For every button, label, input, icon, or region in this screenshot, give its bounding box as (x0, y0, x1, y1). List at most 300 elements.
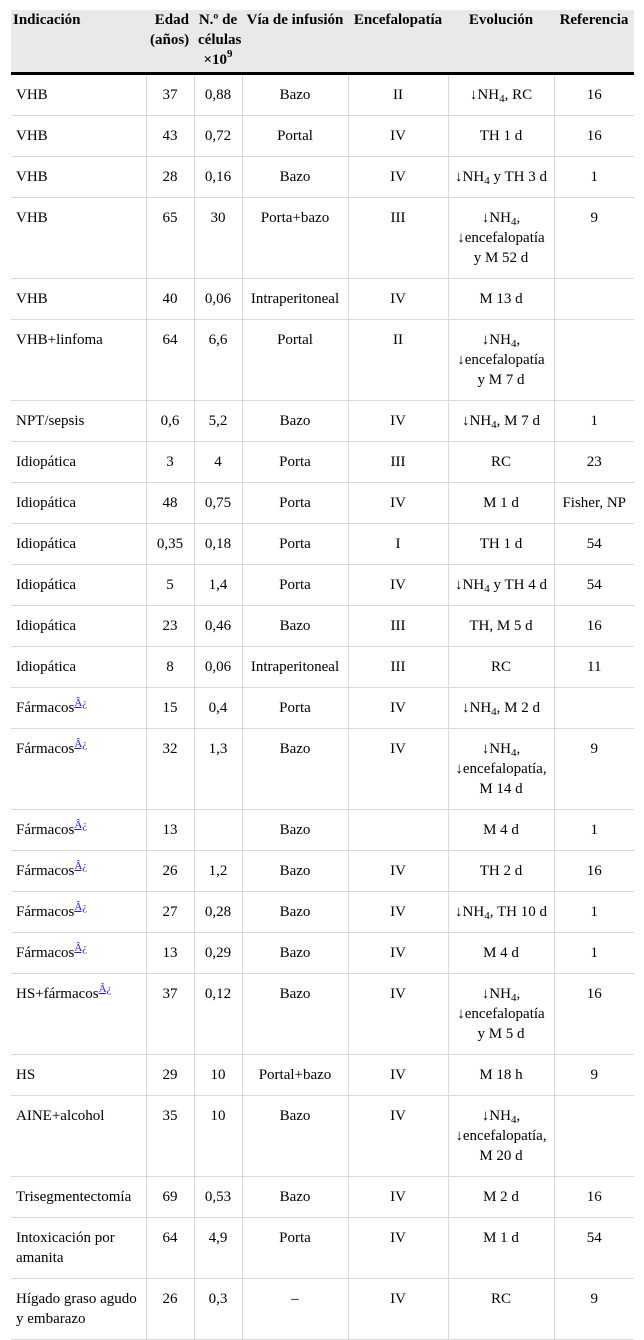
cell-referencia (554, 73, 634, 115)
indicacion-text: HS+fármacos (16, 985, 99, 1002)
evolucion-text: , ↓encefalopatía y M 5 d (457, 985, 545, 1042)
cell-celulas (194, 605, 242, 646)
cell-edad (146, 605, 194, 646)
header-via: Vía de infusión (242, 10, 348, 73)
cell-referencia (554, 319, 634, 400)
cell-indicacion (11, 278, 146, 319)
cell-indicacion (11, 73, 146, 115)
cell-edad (146, 687, 194, 728)
subscript: 4 (510, 337, 517, 350)
cell-referencia (554, 687, 634, 728)
evolucion-text: ↓NH (455, 168, 485, 185)
cell-via (242, 1176, 348, 1217)
table-row (11, 156, 634, 197)
edad-value: 15 (162, 699, 178, 716)
cell-evolucion (448, 482, 554, 523)
encefalopatia-value: IV (390, 127, 406, 144)
cell-edad (146, 197, 194, 278)
cell-evolucion (448, 891, 554, 932)
evolucion-text: , M 2 d (496, 699, 540, 716)
cell-edad (146, 400, 194, 441)
cell-via (242, 728, 348, 809)
indicacion-text: Fármacos (16, 740, 75, 757)
evolucion-text: , ↓encefalopatía y M 7 d (457, 331, 545, 388)
cell-referencia (554, 932, 634, 973)
indicacion-text: VHB (16, 127, 48, 144)
edad-value: 37 (162, 985, 178, 1002)
cell-referencia (554, 850, 634, 891)
cell-indicacion (11, 1217, 146, 1278)
cell-indicacion (11, 1278, 146, 1339)
celulas-value: 0,4 (208, 699, 228, 716)
cell-edad (146, 73, 194, 115)
referencia-value: 1 (590, 412, 598, 429)
subscript: 4 (499, 92, 505, 105)
via-value: Bazo (279, 1107, 311, 1124)
via-value: Bazo (279, 1188, 311, 1205)
indicacion-text: Idiopática (16, 453, 76, 470)
table-row (11, 809, 634, 850)
evolucion-text: ↓NH (461, 699, 492, 716)
cell-indicacion (11, 1054, 146, 1095)
header-celulas-text: N.º de células ×10 (198, 12, 242, 68)
via-value: Portal (277, 331, 313, 348)
encefalopatia-value: IV (390, 1188, 406, 1205)
cell-celulas (194, 932, 242, 973)
cell-encefalopatia (348, 1217, 448, 1278)
cell-encefalopatia (348, 646, 448, 687)
cell-indicacion (11, 400, 146, 441)
via-value: Intraperitoneal (250, 658, 340, 675)
cell-encefalopatia (348, 564, 448, 605)
via-value: Porta (279, 494, 311, 511)
cell-celulas (194, 523, 242, 564)
cell-indicacion (11, 1095, 146, 1176)
edad-value: 0,35 (156, 535, 184, 552)
cell-via (242, 1095, 348, 1176)
evolucion-text: ↓NH (481, 209, 511, 226)
cell-referencia (554, 564, 634, 605)
referencia-value: 16 (586, 862, 602, 879)
edad-value: 48 (162, 494, 178, 511)
via-value: Bazo (279, 862, 311, 879)
indicacion-text: Fármacos (16, 699, 75, 716)
cell-celulas (194, 115, 242, 156)
table-row (11, 523, 634, 564)
celulas-value: 10 (210, 1107, 226, 1124)
subscript: 4 (484, 582, 490, 595)
indicacion-text: Intoxicación por amanita (16, 1229, 115, 1266)
celulas-value: 0,75 (204, 494, 232, 511)
table-row (11, 1217, 634, 1278)
cell-evolucion (448, 400, 554, 441)
cell-indicacion (11, 319, 146, 400)
encefalopatia-value: IV (390, 1066, 406, 1083)
header-encefalopatia: Encefalopatía (348, 10, 448, 73)
cell-indicacion (11, 728, 146, 809)
cell-edad (146, 932, 194, 973)
cell-encefalopatia (348, 197, 448, 278)
referencia-value: 9 (590, 209, 598, 226)
cell-encefalopatia (348, 1054, 448, 1095)
cell-indicacion (11, 523, 146, 564)
cell-via (242, 400, 348, 441)
evolucion-text: ↓NH (481, 740, 511, 757)
via-value: Bazo (279, 740, 311, 757)
cell-celulas (194, 850, 242, 891)
footnote-link[interactable]: Â¿ (74, 941, 88, 954)
cell-encefalopatia (348, 1095, 448, 1176)
evolucion-text: M 1 d (483, 1229, 519, 1246)
celulas-value: 1,4 (208, 576, 228, 593)
table-row (11, 1095, 634, 1176)
cell-indicacion (11, 932, 146, 973)
celulas-value: 30 (210, 209, 226, 226)
cell-celulas (194, 400, 242, 441)
cell-referencia (554, 1095, 634, 1176)
cell-evolucion (448, 687, 554, 728)
encefalopatia-value: IV (390, 168, 406, 185)
indicacion-text: Idiopática (16, 617, 76, 634)
subscript: 4 (510, 746, 517, 759)
referencia-value: 16 (586, 985, 602, 1002)
subscript: 4 (491, 418, 497, 431)
evolucion-text: ↓NH (455, 903, 485, 920)
encefalopatia-value: IV (390, 985, 406, 1002)
evolucion-text: TH 2 d (479, 862, 523, 879)
cell-evolucion (448, 115, 554, 156)
cell-encefalopatia (348, 400, 448, 441)
header-evolucion: Evolución (448, 10, 554, 73)
evolucion-text: , ↓encefalopatía, M 20 d (455, 1107, 547, 1164)
cell-via (242, 278, 348, 319)
cell-encefalopatia (348, 156, 448, 197)
cell-encefalopatia (348, 482, 448, 523)
cell-referencia (554, 973, 634, 1054)
indicacion-text: HS (16, 1066, 36, 1083)
evolucion-text: y TH 3 d (489, 168, 547, 185)
evolucion-text: M 4 d (483, 944, 519, 961)
indicacion-text: Trisegmentectomía (16, 1188, 132, 1205)
table-row (11, 1176, 634, 1217)
via-value: Bazo (279, 168, 311, 185)
cell-via (242, 441, 348, 482)
cell-via (242, 973, 348, 1054)
header-indicacion: Indicación (11, 10, 146, 73)
evolucion-text: M 1 d (483, 494, 519, 511)
cell-referencia (554, 278, 634, 319)
indicacion-text: VHB+linfoma (16, 331, 103, 348)
cell-evolucion (448, 278, 554, 319)
cell-via (242, 523, 348, 564)
referencia-value: 54 (586, 535, 602, 552)
edad-value: 27 (162, 903, 178, 920)
celulas-value: 0,3 (208, 1290, 228, 1307)
cell-celulas (194, 156, 242, 197)
encefalopatia-value: II (393, 331, 403, 348)
celulas-value: 0,53 (204, 1188, 232, 1205)
footnote-link[interactable]: Â¿ (74, 900, 88, 913)
cell-encefalopatia (348, 605, 448, 646)
subscript: 4 (484, 174, 490, 187)
via-value: Porta (279, 453, 311, 470)
encefalopatia-value: IV (390, 412, 406, 429)
referencia-value: 16 (586, 127, 602, 144)
edad-value: 0,6 (160, 412, 180, 429)
evolucion-text: RC (490, 1290, 511, 1307)
cell-encefalopatia (348, 850, 448, 891)
indicacion-text: Fármacos (16, 944, 75, 961)
edad-value: 8 (166, 658, 174, 675)
celulas-value: 1,2 (208, 862, 228, 879)
edad-value: 13 (162, 944, 178, 961)
indicacion-text: Idiopática (16, 494, 76, 511)
evolucion-text: M 18 h (479, 1066, 523, 1083)
table-row (11, 197, 634, 278)
evolucion-text: M 4 d (483, 821, 519, 838)
evolucion-text: , ↓encefalopatía, M 14 d (455, 740, 547, 797)
table-row (11, 441, 634, 482)
encefalopatia-value: IV (390, 862, 406, 879)
cell-indicacion (11, 809, 146, 850)
via-value: Porta (279, 576, 311, 593)
footnote-link[interactable]: Â¿ (74, 737, 88, 750)
table-row (11, 482, 634, 523)
edad-value: 32 (162, 740, 178, 757)
evolucion-text: ↓NH (481, 985, 511, 1002)
indicacion-text: Fármacos (16, 903, 75, 920)
table-row (11, 73, 634, 115)
table-row (11, 564, 634, 605)
cell-indicacion (11, 197, 146, 278)
via-value: Intraperitoneal (250, 290, 340, 307)
cell-via (242, 646, 348, 687)
cell-indicacion (11, 646, 146, 687)
cell-encefalopatia (348, 73, 448, 115)
cell-celulas (194, 1176, 242, 1217)
celulas-value: 0,88 (204, 86, 232, 103)
edad-value: 64 (162, 331, 178, 348)
edad-value: 35 (162, 1107, 178, 1124)
cell-via (242, 73, 348, 115)
referencia-value: 54 (586, 1229, 602, 1246)
cell-celulas (194, 687, 242, 728)
cell-encefalopatia (348, 115, 448, 156)
cell-referencia (554, 809, 634, 850)
indicacion-text: Fármacos (16, 821, 75, 838)
via-value: Bazo (279, 903, 311, 920)
footnote-link[interactable]: Â¿ (74, 696, 88, 709)
cell-via (242, 932, 348, 973)
cell-evolucion (448, 932, 554, 973)
footnote-link[interactable]: Â¿ (98, 982, 112, 995)
cell-via (242, 1217, 348, 1278)
celulas-value: 0,46 (204, 617, 232, 634)
evolucion-text: ↓NH (469, 86, 500, 103)
cell-via (242, 197, 348, 278)
cell-celulas (194, 197, 242, 278)
encefalopatia-value: III (390, 617, 406, 634)
evolucion-text: RC (490, 658, 511, 675)
celulas-value: 0,06 (204, 290, 232, 307)
table-row (11, 932, 634, 973)
footnote-link[interactable]: Â¿ (74, 859, 88, 872)
table-row (11, 605, 634, 646)
evolucion-text: , M 7 d (496, 412, 540, 429)
celulas-value: 10 (210, 1066, 226, 1083)
cell-celulas (194, 973, 242, 1054)
indicacion-text: Idiopática (16, 576, 76, 593)
footnote-link[interactable]: Â¿ (74, 818, 88, 831)
cell-encefalopatia (348, 1278, 448, 1339)
evolucion-text: M 2 d (483, 1188, 519, 1205)
edad-value: 29 (162, 1066, 178, 1083)
cell-referencia (554, 891, 634, 932)
cell-via (242, 564, 348, 605)
cell-referencia (554, 156, 634, 197)
indicacion-text: Fármacos (16, 862, 75, 879)
cell-via (242, 850, 348, 891)
cell-evolucion (448, 156, 554, 197)
cell-evolucion (448, 1176, 554, 1217)
cell-edad (146, 1054, 194, 1095)
edad-value: 65 (162, 209, 178, 226)
edad-value: 43 (162, 127, 178, 144)
table-row (11, 646, 634, 687)
cell-via (242, 482, 348, 523)
header-celulas-exponent: 9 (227, 48, 233, 60)
cell-evolucion (448, 1054, 554, 1095)
via-value: Porta (279, 699, 311, 716)
celulas-value: 0,16 (204, 168, 232, 185)
celulas-value: 0,72 (204, 127, 232, 144)
celulas-value: 6,6 (208, 331, 228, 348)
evolucion-text: y TH 4 d (489, 576, 547, 593)
cell-celulas (194, 482, 242, 523)
cell-evolucion (448, 1278, 554, 1339)
cell-edad (146, 1278, 194, 1339)
header-row (11, 10, 634, 73)
encefalopatia-value: IV (390, 1107, 406, 1124)
via-value: Bazo (279, 617, 311, 634)
cell-indicacion (11, 605, 146, 646)
evolucion-text: , RC (504, 86, 533, 103)
cell-edad (146, 973, 194, 1054)
table-row (11, 319, 634, 400)
cell-edad (146, 728, 194, 809)
table-row (11, 850, 634, 891)
referencia-value: 9 (590, 1290, 598, 1307)
cell-referencia (554, 441, 634, 482)
celulas-value: 0,12 (204, 985, 232, 1002)
indicacion-text: VHB (16, 209, 48, 226)
cell-referencia (554, 197, 634, 278)
evolucion-text: ↓NH (455, 576, 485, 593)
cell-indicacion (11, 891, 146, 932)
edad-value: 26 (162, 1290, 178, 1307)
referencia-value: 11 (587, 658, 602, 675)
header-referencia: Referencia (554, 10, 634, 73)
table-row (11, 400, 634, 441)
celulas-value: 0,29 (204, 944, 232, 961)
edad-value: 64 (162, 1229, 178, 1246)
cell-edad (146, 646, 194, 687)
encefalopatia-value: IV (390, 494, 406, 511)
cell-indicacion (11, 441, 146, 482)
subscript: 4 (510, 215, 517, 228)
encefalopatia-value: III (390, 453, 406, 470)
cell-encefalopatia (348, 932, 448, 973)
cell-referencia (554, 523, 634, 564)
cell-via (242, 687, 348, 728)
cell-via (242, 156, 348, 197)
table-body (11, 73, 634, 1339)
indicacion-text: VHB (16, 290, 48, 307)
subscript: 4 (510, 991, 517, 1004)
cell-encefalopatia (348, 809, 448, 850)
cell-edad (146, 891, 194, 932)
referencia-value: 1 (590, 903, 598, 920)
cell-edad (146, 441, 194, 482)
celulas-value: 5,2 (208, 412, 228, 429)
evolucion-text: TH, M 5 d (469, 617, 533, 634)
cell-referencia (554, 115, 634, 156)
encefalopatia-value: IV (390, 740, 406, 757)
cell-edad (146, 1095, 194, 1176)
cell-edad (146, 809, 194, 850)
cell-celulas (194, 441, 242, 482)
referencia-value: 9 (590, 740, 598, 757)
cell-encefalopatia (348, 728, 448, 809)
table-row (11, 973, 634, 1054)
cell-via (242, 1278, 348, 1339)
via-value: Bazo (279, 985, 311, 1002)
via-value: Porta (279, 535, 311, 552)
cell-indicacion (11, 564, 146, 605)
cell-celulas (194, 319, 242, 400)
cell-edad (146, 523, 194, 564)
via-value: Portal (277, 127, 313, 144)
cell-evolucion (448, 809, 554, 850)
cell-celulas (194, 809, 242, 850)
cell-evolucion (448, 850, 554, 891)
cell-indicacion (11, 973, 146, 1054)
evolucion-text: ↓NH (461, 412, 492, 429)
cell-indicacion (11, 482, 146, 523)
edad-value: 40 (162, 290, 178, 307)
cell-encefalopatia (348, 441, 448, 482)
evolucion-text: RC (490, 453, 511, 470)
indicacion-text: VHB (16, 86, 48, 103)
evolucion-text: ↓NH (481, 331, 511, 348)
cell-evolucion (448, 319, 554, 400)
cell-celulas (194, 564, 242, 605)
cell-encefalopatia (348, 278, 448, 319)
celulas-value: 0,28 (204, 903, 232, 920)
cell-referencia (554, 1217, 634, 1278)
table-row (11, 115, 634, 156)
cell-referencia (554, 400, 634, 441)
evolucion-text: , TH 10 d (489, 903, 547, 920)
encefalopatia-value: IV (390, 1229, 406, 1246)
cell-celulas (194, 1095, 242, 1176)
cell-edad (146, 115, 194, 156)
referencia-value: 16 (586, 1188, 602, 1205)
cell-encefalopatia (348, 319, 448, 400)
encefalopatia-value: III (390, 658, 406, 675)
table-row (11, 891, 634, 932)
referencia-value: 16 (586, 86, 602, 103)
